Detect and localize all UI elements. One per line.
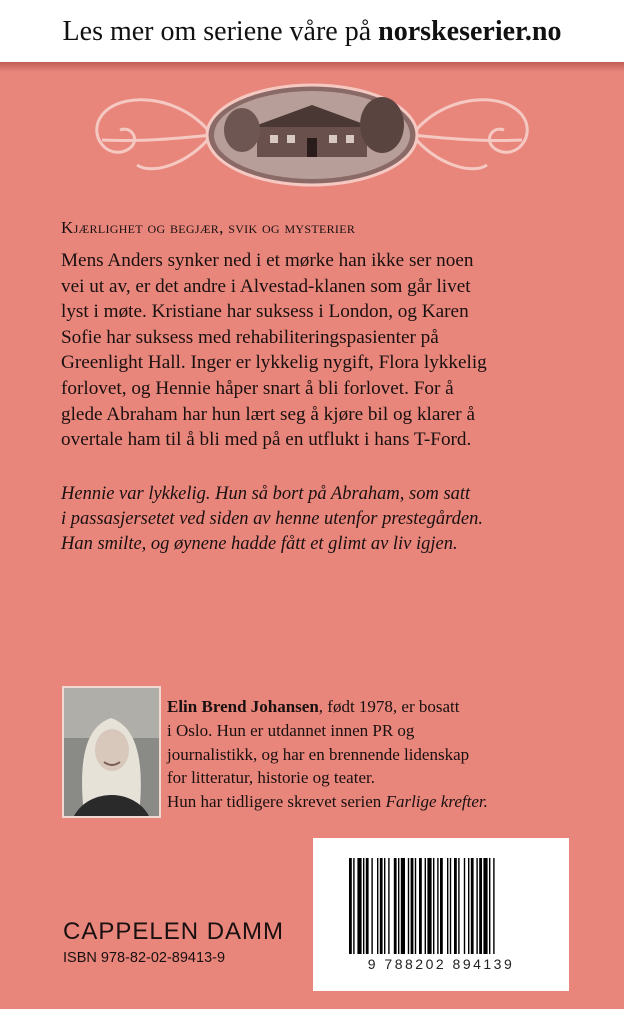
top-banner	[0, 0, 624, 62]
barcode-stripe	[408, 858, 409, 954]
banner-text	[0, 16, 624, 48]
barcode-stripe	[464, 858, 465, 954]
excerpt-quote	[61, 482, 541, 557]
author-photo	[62, 686, 161, 818]
barcode-stripe	[433, 858, 434, 954]
barcode-icon	[349, 858, 535, 954]
blurb-line: forlovet, og Hennie håper snart å bli forlovet. For å	[61, 377, 454, 399]
quote-line: i passasjersetet ved siden av henne utenfor prestegården.	[61, 509, 483, 529]
barcode-stripe	[415, 858, 416, 954]
author-portrait-icon	[64, 688, 159, 816]
quote-line: Hennie var lykkelig. Hun så bort på Abraham, som satt	[61, 484, 471, 504]
author-name: Elin Brend Johansen	[167, 697, 319, 716]
blurb-line: vei ut av, er det andre i Alvestad-klanen som går livet	[61, 275, 471, 297]
barcode-stripe	[357, 858, 361, 954]
banner-prefix: Les mer om seriene våre på	[62, 16, 379, 47]
blurb-line: Mens Anders synker ned i et mørke han ikke ser noen	[61, 250, 474, 271]
house-vignette-icon	[82, 80, 542, 190]
barcode-stripe	[371, 858, 372, 954]
quote-line: Han smilte, og øynene hadde fått et glimt av liv igjen.	[61, 534, 458, 554]
barcode-stripe	[468, 858, 469, 954]
previous-series-title: Farlige krefter.	[385, 792, 488, 812]
blurb-line: Greenlight Hall. Inger er lykkelig nygift, Flora lykkelig	[61, 352, 487, 374]
author-bio-line: journalistikk, og har en brennende lidenskap	[167, 744, 470, 764]
barcode-stripe	[447, 858, 448, 954]
isbn-label: ISBN 978-82-02-89413-9	[63, 950, 226, 966]
publisher-logo: CAPPELEN DAMM	[63, 918, 285, 945]
barcode-stripe	[349, 858, 352, 954]
barcode-stripe	[454, 858, 457, 954]
barcode-stripe	[380, 858, 383, 954]
barcode-stripe	[483, 858, 487, 954]
author-bio-line: i Oslo. Hun er utdannet innen PR og	[167, 720, 415, 740]
barcode-stripe	[384, 858, 385, 954]
barcode-stripe	[377, 858, 378, 954]
barcode-stripe	[419, 858, 422, 954]
barcode-stripe	[353, 858, 354, 954]
author-bio-line: Hun har tidligere skrevet serien	[167, 792, 386, 812]
barcode-stripe	[425, 858, 426, 954]
barcode-stripe	[411, 858, 414, 954]
barcode-stripe	[388, 858, 389, 954]
barcode-stripe	[401, 858, 405, 954]
blurb-line: overtale ham til å bli med på en utflukt i hans T-Ford.	[61, 429, 472, 451]
barcode-stripe	[440, 858, 443, 954]
barcode-stripe	[479, 858, 482, 954]
blurb-line: glede Abraham har hun lært seg å kjøre bil og klarer å	[61, 403, 475, 425]
barcode-stripe	[458, 858, 459, 954]
barcode-stripe	[471, 858, 474, 954]
barcode-stripe	[398, 858, 399, 954]
barcode-number: 9 788202 894139	[367, 956, 515, 972]
author-bio-line: for litteratur, historie og teater.	[167, 768, 375, 788]
blurb-line: lyst i møte. Kristiane har suksess i London, og Karen	[61, 301, 469, 323]
banner-site-link[interactable]: norskeserier.no	[378, 16, 562, 47]
author-bio-line: , født 1978, er bosatt	[318, 697, 460, 716]
barcode-stripe	[427, 858, 431, 954]
blurb-heading: Kjærlighet og begjær, svik og mysterier	[61, 218, 356, 237]
barcode-stripe	[363, 858, 364, 954]
barcode-stripe	[366, 858, 369, 954]
barcode-stripe	[476, 858, 477, 954]
banner-shadow	[0, 62, 624, 72]
blurb-text	[61, 248, 541, 453]
blurb-line: Sofie har suksess med rehabiliteringspasienter på	[61, 326, 439, 348]
barcode-stripe	[489, 858, 490, 954]
barcode-stripe	[450, 858, 451, 954]
author-bio	[167, 695, 547, 814]
barcode-stripe	[493, 858, 494, 954]
barcode-panel	[313, 838, 569, 991]
barcode-stripe	[394, 858, 397, 954]
barcode-stripe	[437, 858, 438, 954]
